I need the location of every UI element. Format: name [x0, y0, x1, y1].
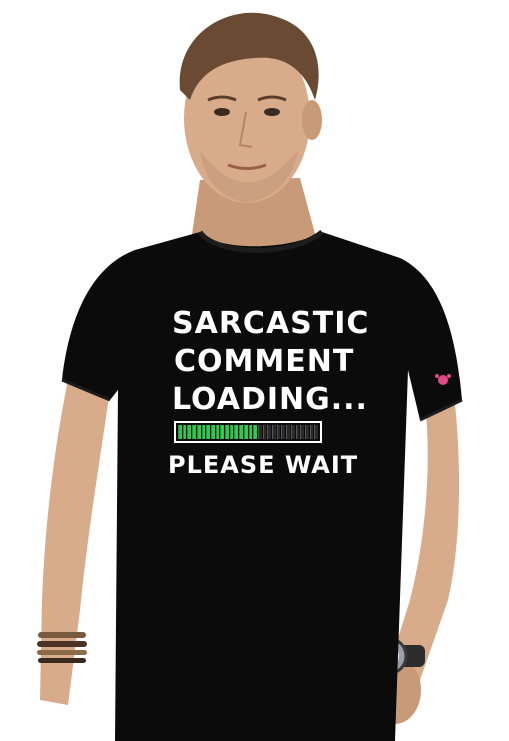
progress-segment-filled	[234, 425, 238, 439]
progress-segment-filled	[253, 425, 257, 439]
progress-segment-filled	[187, 425, 191, 439]
progress-segment-empty	[296, 425, 300, 439]
progress-segment-filled	[197, 425, 201, 439]
progress-segment-empty	[272, 425, 276, 439]
progress-segment-empty	[314, 425, 318, 439]
progress-segment-filled	[202, 425, 206, 439]
progress-segment-empty	[310, 425, 314, 439]
progress-segment-filled	[249, 425, 253, 439]
ear	[302, 100, 322, 140]
progress-segment-empty	[300, 425, 304, 439]
progress-segment-filled	[244, 425, 248, 439]
progress-segment-empty	[277, 425, 281, 439]
progress-segment-filled	[192, 425, 196, 439]
slogan-line-2: COMMENT	[174, 344, 355, 379]
left-eye	[214, 108, 230, 116]
progress-segment-filled	[178, 425, 182, 439]
right-eye	[264, 108, 280, 116]
progress-segment-filled	[230, 425, 234, 439]
progress-segment-filled	[220, 425, 224, 439]
progress-segment-filled	[239, 425, 243, 439]
progress-segment-empty	[258, 425, 262, 439]
progress-segment-empty	[286, 425, 290, 439]
progress-segment-empty	[267, 425, 271, 439]
slogan-line-1: SARCASTIC	[172, 306, 370, 341]
progress-segment-filled	[183, 425, 187, 439]
progress-segment-filled	[216, 425, 220, 439]
progress-segment-filled	[211, 425, 215, 439]
progress-segment-empty	[291, 425, 295, 439]
progress-segment-empty	[263, 425, 267, 439]
slogan-line-3: LOADING...	[172, 382, 368, 417]
slogan-line-4: PLEASE WAIT	[168, 451, 359, 479]
loading-progress-bar	[174, 421, 322, 443]
progress-segment-empty	[281, 425, 285, 439]
progress-segment-empty	[305, 425, 309, 439]
progress-segment-filled	[225, 425, 229, 439]
progress-segment-filled	[206, 425, 210, 439]
